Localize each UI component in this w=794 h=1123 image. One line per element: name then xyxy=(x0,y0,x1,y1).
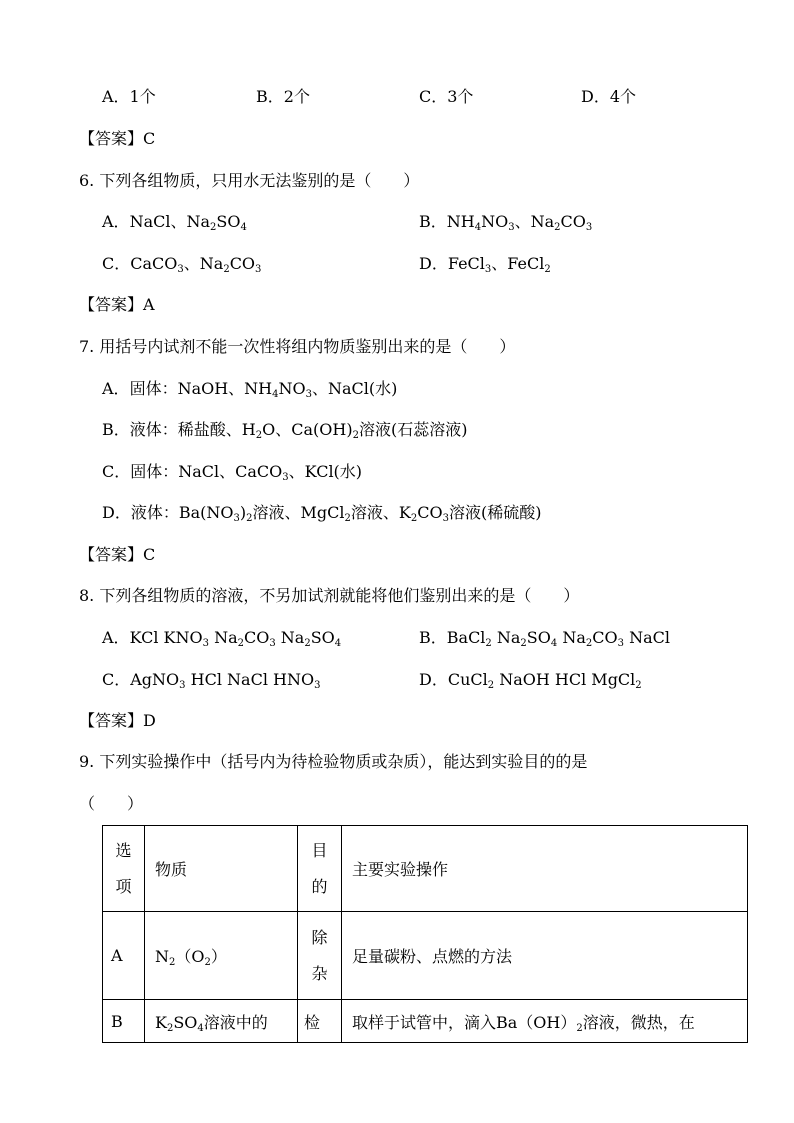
q6-option-b: B．$NH_4NO_3$、$Na_2CO_3$ xyxy=(419,212,593,233)
option-label: B． xyxy=(419,628,447,647)
option-label: D． xyxy=(102,503,131,522)
header-option-label: 选项 xyxy=(115,840,132,896)
header-option xyxy=(103,826,145,912)
subscript: 4 xyxy=(197,1022,204,1034)
q8-option-d: D．CuCl$_2$ NaOH HCl MgCl$_2$ xyxy=(419,670,642,691)
q6-answer: 【答案】A xyxy=(79,295,155,314)
option-label: D． xyxy=(419,670,448,689)
subscript: 2 xyxy=(635,680,642,691)
row-a-substance: $N_2(O_2)$ xyxy=(145,912,298,1000)
q6-option-d: D．FeCl$_3$、FeCl$_2$ xyxy=(419,254,551,275)
q6-stem: 6. 下列各组物质，只用水无法鉴别的是（ ） xyxy=(79,171,420,190)
header-purpose-label: 目的 xyxy=(311,840,328,896)
subscript: 3 xyxy=(255,264,262,275)
subscript: 3 xyxy=(617,638,624,649)
q7-option-c: C．固体：NaCl、CaCO$_3$、KCl(水) xyxy=(102,462,363,483)
q8-option-a: A．KCl $KNO_3$ $Na_2CO_3$ $Na_2SO_4$ xyxy=(102,628,342,649)
option-label: D． xyxy=(419,254,448,273)
q7-option-b: B．液体：稀盐酸、$H_2O$、$Ca(OH)_2$溶液(石蕊溶液) xyxy=(102,420,468,441)
header-substance: 物质 xyxy=(145,826,298,912)
option-label: B． xyxy=(102,420,130,439)
q9-table-header-row xyxy=(103,826,748,912)
subscript: 3 xyxy=(314,680,321,691)
q6-option-a: A．NaCl、$Na_2SO_4$ xyxy=(102,212,247,233)
subscript: 4 xyxy=(240,222,247,233)
q7-option-a: A．固体：NaOH、$NH_4NO_3$、NaCl(水) xyxy=(102,379,398,400)
subscript: 3 xyxy=(585,222,593,233)
option-label: C． xyxy=(102,254,131,273)
option-label: A． xyxy=(102,212,130,231)
subscript: 4 xyxy=(334,638,342,649)
q6-option-c: C．CaCO$_3$、$Na_2CO_3$ xyxy=(102,254,262,275)
subscript: 2 xyxy=(246,513,253,524)
subscript: 2 xyxy=(554,222,561,233)
subscript: 2 xyxy=(166,1022,174,1034)
subscript: 2 xyxy=(520,638,527,649)
subscript: 2 xyxy=(204,957,211,968)
subscript: 2 xyxy=(223,264,230,275)
subscript: 2 xyxy=(344,513,351,524)
q8-answer: 【答案】D xyxy=(79,711,156,730)
subscript: 4 xyxy=(474,222,482,233)
subscript: 2 xyxy=(544,264,551,275)
subscript: 2 xyxy=(485,638,492,649)
subscript: 3 xyxy=(508,222,515,233)
option-label: C． xyxy=(102,670,131,689)
subscript: 2 xyxy=(237,638,244,649)
table-row xyxy=(103,1000,748,1043)
header-operation: 主要实验操作 xyxy=(342,826,748,912)
q5-option-c: C．3个 xyxy=(419,87,474,106)
subscript: 3 xyxy=(442,513,449,524)
subscript: 2 xyxy=(487,680,495,691)
row-a-purpose-label: 除杂 xyxy=(311,927,328,983)
q8-option-b: B．BaCl$_2$ $Na_2SO_4$ $Na_2CO_3$ NaCl xyxy=(419,628,670,649)
row-a-option: A xyxy=(103,912,145,1000)
subscript: 3 xyxy=(484,264,492,275)
subscript: 2 xyxy=(576,1022,583,1034)
subscript: 3 xyxy=(177,264,184,275)
table-row xyxy=(103,912,748,1000)
subscript: 3 xyxy=(305,389,313,400)
subscript: 3 xyxy=(269,638,276,649)
q9-table xyxy=(102,825,748,1043)
row-b-substance: $K_2SO_4$溶液中的 xyxy=(145,1000,298,1043)
subscript: 4 xyxy=(272,389,279,400)
q5-option-b: B．2个 xyxy=(256,87,310,106)
header-purpose xyxy=(298,826,342,912)
q5-answer: 【答案】C xyxy=(79,129,156,148)
subscript: 3 xyxy=(202,638,209,649)
option-label: C． xyxy=(102,462,131,481)
subscript: 3 xyxy=(233,513,240,524)
row-b-operation: 取样于试管中，滴入$Ba(OH)_2$溶液，微热，在 xyxy=(342,1000,748,1043)
subscript: 3 xyxy=(282,472,289,483)
option-label: A． xyxy=(102,628,130,647)
option-label: A． xyxy=(102,379,130,398)
subscript: 3 xyxy=(179,680,186,691)
row-a-purpose xyxy=(298,912,342,1000)
subscript: 2 xyxy=(169,957,176,968)
q7-option-d: D．液体：$Ba(NO_3)_2$溶液、MgCl$_2$溶液、$K_2CO_3$溶液(稀硫酸) xyxy=(102,503,542,524)
subscript: 2 xyxy=(210,222,217,233)
q5-option-d: D．4个 xyxy=(581,87,637,106)
q8-stem: 8. 下列各组物质的溶液，不另加试剂就能将他们鉴别出来的是（ ） xyxy=(79,586,580,605)
subscript: 2 xyxy=(304,638,311,649)
subscript: 2 xyxy=(410,513,418,524)
q7-answer: 【答案】C xyxy=(79,545,156,564)
q5-option-a: A．1个 xyxy=(102,87,156,106)
option-label: B． xyxy=(419,212,447,231)
row-b-purpose: 检 xyxy=(298,1000,342,1043)
q8-option-c: C．AgNO$_3$ HCl NaCl $HNO_3$ xyxy=(102,670,321,691)
q9-paren: （ ） xyxy=(79,794,144,813)
row-b-option: B xyxy=(103,1000,145,1043)
subscript: 2 xyxy=(585,638,593,649)
row-a-operation: 足量碳粉、点燃的方法 xyxy=(342,912,748,1000)
subscript: 2 xyxy=(255,430,263,441)
q7-stem: 7. 用括号内试剂不能一次性将组内物质鉴别出来的是（ ） xyxy=(79,337,516,356)
q9-stem: 9. 下列实验操作中（括号内为待检验物质或杂质），能达到实验目的的是 xyxy=(79,752,588,771)
subscript: 4 xyxy=(550,638,558,649)
subscript: 2 xyxy=(352,430,359,441)
